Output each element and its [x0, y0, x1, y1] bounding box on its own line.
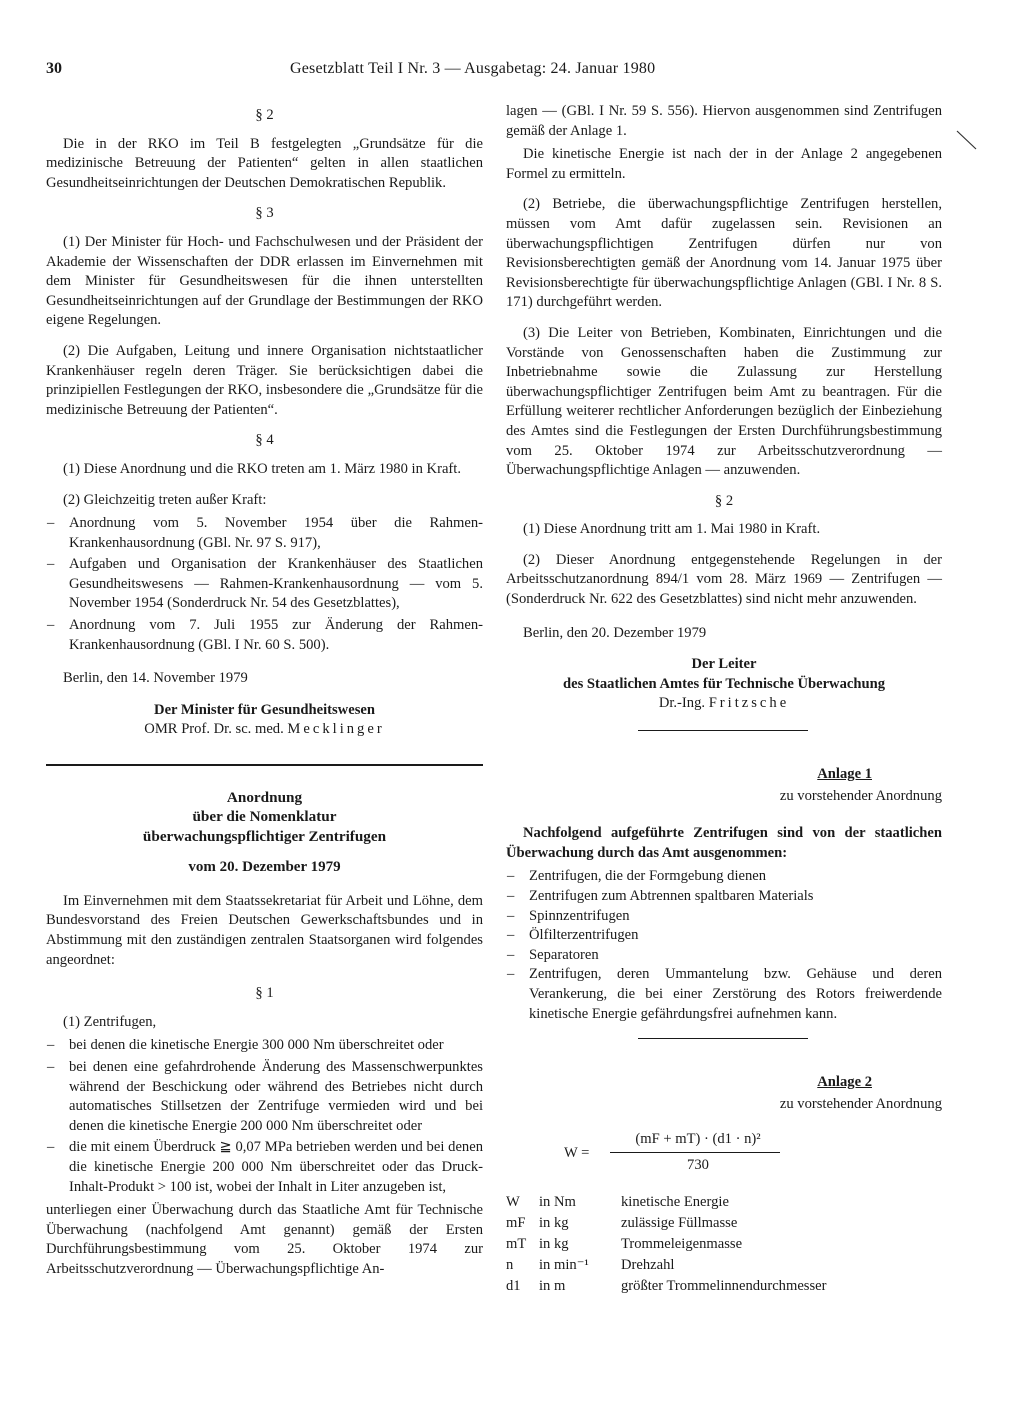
annex-1-subtitle: zu vorstehender Anordnung [779, 787, 942, 804]
list-item: – Anordnung vom 7. Juli 1955 zur Änderung der Rahmen-Krankenhausordnung (GBl. I Nr. 60 S. 500). [46, 616, 483, 655]
legend-description: kinetische Energie [621, 1194, 729, 1211]
section-3-paragraph-1: (1) Der Minister für Hoch- und Fachschulwesen und der Präsident der Akademie der Wissenschaften der DDR erlassen im Einvernehmen mit dem Minister für Gesundheitswesen für die ihnen unterstellten Gesundheitseinrichtungen auf der Grundlage der Bestimmungen der RKO eigene Regelungen. [46, 233, 483, 329]
legend-description: Trommeleigenmasse [621, 1236, 743, 1253]
criteria-list [46, 1036, 483, 1197]
signer-name-line [46, 720, 483, 740]
energy-formula [506, 1130, 942, 1186]
signer-line-2: des Staatlichen Amtes für Technische Überwachung [562, 675, 886, 692]
title-line: über die Nomenklatur [192, 808, 337, 826]
title-line: Anordnung [226, 789, 303, 807]
legend-unit: in Nm [539, 1194, 576, 1211]
signer-name: Fritzsche [708, 695, 790, 712]
legend-unit: in m [539, 1278, 566, 1295]
section-1-tail: unterliegen einer Überwachung durch das Staatliche Amt für Technische Überwachung (nachfolgend Amt genannt) gemäß der Ersten Durchführungsbestimmung vom 25. Oktober 1974 zur Arbeitsschutzverordnung — Überwachungspflichtige An- [46, 1202, 483, 1277]
legend-symbol: d1 [506, 1278, 521, 1295]
list-item: – bei denen die kinetische Energie 300 000 Nm überschreitet oder [46, 1036, 483, 1056]
section-4-heading: § 4 [255, 432, 274, 449]
formula-numerator: (mF + mT) · (d1 · n)² [635, 1131, 761, 1148]
formula-legend [506, 1192, 827, 1297]
list-item: – Zentrifugen, die der Formgebung dienen [506, 867, 942, 887]
signer-name: Mecklinger [287, 721, 385, 738]
list-item: – die mit einem Überdruck ≧ 0,07 MPa betrieben werden und bei denen die kinetische Energie 200 000 Nm überschreitet oder das Druck-Inhalt-Produkt > 100 ist, wobei der Inhalt in Liter anzugeben ist, [46, 1138, 483, 1197]
section-2-paragraph-2: (2) Dieser Anordnung entgegenstehende Regelungen in der Arbeitsschutzanordnung 894/1 vom 28. März 1969 — Zentrifugen — (Sonderdruck Nr. 622 des Gesetzblattes) sind nicht mehr anzuwenden. [506, 551, 942, 608]
legend-unit: in min⁻¹ [539, 1257, 589, 1274]
table-row [506, 1192, 827, 1213]
section-divider [46, 764, 483, 766]
annex-2-heading: Anlage 2 [817, 1074, 872, 1091]
legend-unit: in kg [539, 1236, 569, 1253]
ordinance-date: vom 20. Dezember 1979 [188, 859, 341, 876]
repealed-list [46, 514, 483, 655]
margin-stroke-mark [956, 130, 978, 150]
short-divider [638, 730, 808, 731]
list-item: – Aufgaben und Organisation der Krankenhäuser des Staatlichen Gesundheitswesens — Rahmen-Krankenhausordnung — vom 5. November 1954 (Sonderdruck Nr. 54 des Gesetzblattes), [46, 555, 483, 614]
short-divider [638, 1038, 808, 1039]
legend-description: größter Trommelinnendurchmesser [621, 1278, 827, 1295]
annex-2-subtitle: zu vorstehender Anordnung [779, 1095, 942, 1112]
section-2-heading: § 2 [714, 492, 734, 509]
table-row [506, 1213, 827, 1234]
page-number: 30 [46, 60, 62, 77]
table-row [506, 1255, 827, 1276]
signer-line-1: Der Leiter [691, 656, 757, 673]
preamble: Im Einvernehmen mit dem Staatssekretariat für Arbeit und Löhne, dem Bundesvorstand des Freien Deutschen Gewerkschaftsbundes und in Abstimmung mit den zuständigen zentralen Staatsorganen wird folgendes angeordnet: [46, 892, 483, 968]
continued-text: lagen — (GBl. I Nr. 59 S. 556). Hiervon ausgenommen sind Zentrifugen gemäß der Anlage 1. [506, 103, 942, 139]
exempt-list [506, 867, 942, 1024]
table-row [506, 1234, 827, 1255]
list-item: – Spinnzentrifugen [506, 907, 942, 927]
legend-description: Drehzahl [621, 1257, 675, 1274]
annex-1-intro: Nachfolgend aufgeführte Zentrifugen sind von der staatlichen Überwachung durch das Amt ausgenommen: [506, 825, 942, 861]
title-line: überwachungspflichtiger Zentrifugen [142, 827, 387, 845]
legend-symbol: mT [506, 1236, 527, 1253]
section-2-paragraph-1: (1) Diese Anordnung tritt am 1. Mai 1980 in Kraft. [523, 521, 821, 538]
legend-symbol: n [506, 1257, 514, 1274]
section-1-heading: § 1 [255, 985, 274, 1002]
signer-name-line [506, 694, 942, 714]
list-item: – Anordnung vom 5. November 1954 über die Rahmen-Krankenhausordnung (GBl. Nr. 97 S. 917), [46, 514, 483, 553]
signer-prefix: Dr.-Ing. [658, 695, 706, 712]
place-date: Berlin, den 14. November 1979 [63, 670, 248, 687]
signer-title: Der Minister für Gesundheitswesen [154, 701, 375, 718]
section-4-paragraph-2: (2) Gleichzeitig treten außer Kraft: [63, 491, 267, 508]
section-1-paragraph-1: (1) Zentrifugen, [63, 1013, 157, 1030]
list-item: – Ölfilterzentrifugen [506, 926, 942, 946]
section-3-paragraph-2: (2) Die Aufgaben, Leitung und innere Organisation nichtstaatlicher Krankenhäuser regeln deren Träger. Sie berücksichtigen dabei die prinzipiellen Festlegungen der RKO, insbesondere die „Grundsätze für die medizinische Betreuung der Patienten“. [46, 342, 483, 418]
list-item: – Zentrifugen, deren Ummantelung bzw. Gehäuse und deren Verankerung, die bei einer Zerstörung des Rotors freiwerdende kinetische Energie gefährdungsfrei aufnehmen kann. [506, 965, 942, 1024]
right-column [506, 102, 942, 1297]
signer-name-prefix: OMR Prof. Dr. sc. med. [144, 721, 284, 738]
header-title: Gesetzblatt Teil I Nr. 3 — Ausgabetag: 24. Januar 1980 [290, 60, 656, 77]
place-date: Berlin, den 20. Dezember 1979 [523, 624, 707, 641]
table-row [506, 1276, 827, 1297]
section-1-paragraph-1b: Die kinetische Energie ist nach der in der Anlage 2 angegebenen Formel zu ermitteln. [506, 146, 942, 182]
fraction-bar [610, 1152, 780, 1153]
section-3-heading: § 3 [255, 205, 274, 222]
legend-symbol: W [506, 1194, 520, 1211]
section-2-heading: § 2 [255, 107, 274, 123]
section-4-paragraph-1: (1) Diese Anordnung und die RKO treten am 1. März 1980 in Kraft. [63, 460, 461, 477]
list-item: – Zentrifugen zum Abtrennen spaltbaren Materials [506, 887, 942, 907]
section-1-paragraph-3: (3) Die Leiter von Betrieben, Kombinaten, Einrichtungen und die Vorstände von Genossenschaften haben die Zustimmung zur Inbetriebnahme sowie die Zulassung zur Herstellung überwachungspflichtiger Zentrifugen beim Amt zu beantragen. Für die Erfüllung weiterer rechtlicher Anforderungen bezüglich der Einbeziehung des Amtes sind die Festlegungen der Ersten Durchführungsbestimmung vom 25. Oktober 1974 zur Arbeitsschutzverordnung — Überwachungspflichtige Anlagen — anzuwenden. [506, 324, 942, 479]
section-2-text: Die in der RKO im Teil B festgelegten „Grundsätze für die medizinische Betreuung der Patienten“ gelten in allen staatlichen Gesundheitseinrichtungen der Deutschen Demokratischen Republik. [46, 135, 483, 191]
section-1-paragraph-2: (2) Betriebe, die überwachungspflichtige Zentrifugen herstellen, müssen vom Amt dafür zugelassen sein. Revisionen an überwachungspflichtigen Zentrifugen dürfen nur von Revisionsberechtigten gemäß der Anordnung vom 14. Januar 1975 über Revisionsberechtigte für überwachungspflichtige Anlagen (GBl. I Nr. 8 S. 171) durchgeführt werden. [506, 196, 942, 311]
list-item: – Separatoren [506, 946, 942, 966]
list-item: – bei denen eine gefahrdrohende Änderung des Massenschwerpunktes während der Beschickung oder während des Betriebes nicht durch automatisches Stillsetzen der Zentrifuge vermieden wird und bei denen die kinetische Energie 200 000 Nm überschreitet oder [46, 1058, 483, 1136]
ordinance-title [46, 788, 483, 846]
left-column [46, 102, 483, 1291]
formula-lhs: W = [564, 1145, 590, 1162]
legend-unit: in kg [539, 1215, 569, 1232]
legend-description: zulässige Füllmasse [621, 1215, 738, 1232]
annex-1-heading: Anlage 1 [817, 766, 872, 783]
legend-symbol: mF [506, 1215, 526, 1232]
page-header [46, 60, 941, 90]
formula-denominator: 730 [687, 1157, 709, 1174]
